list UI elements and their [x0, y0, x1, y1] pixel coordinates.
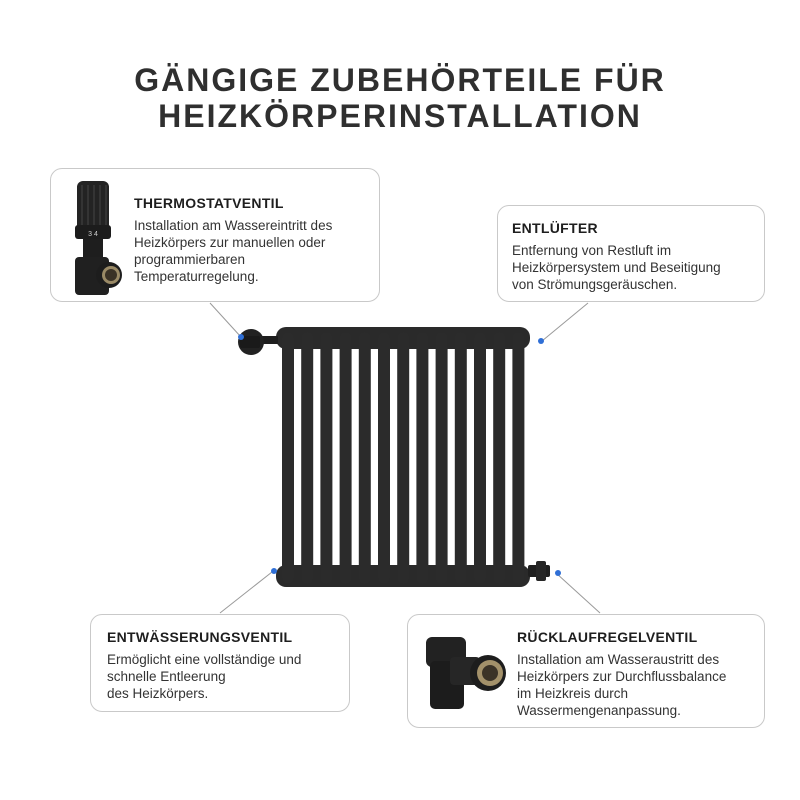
connector-line-drain	[220, 572, 272, 613]
drain-description	[107, 651, 301, 702]
drain-heading: ENTWÄSSERUNGSVENTIL	[107, 629, 293, 645]
vent-line: Entfernung von Restluft im	[512, 243, 672, 258]
drain-line: des Heizkörpers.	[107, 686, 209, 701]
drain-line: schnelle Entleerung	[107, 669, 226, 684]
vent-line: von Strömungsgeräuschen.	[512, 277, 678, 292]
thermostat-heading: THERMOSTATVENTIL	[134, 195, 284, 211]
title-line-2: HEIZKÖRPERINSTALLATION	[158, 98, 642, 134]
connector-line-vent	[542, 303, 588, 341]
svg-text:3 4: 3 4	[88, 231, 98, 238]
drain-line: Ermöglicht eine vollständige und	[107, 652, 302, 667]
connector-line-thermostat	[210, 303, 241, 337]
card-drain-valve	[90, 614, 350, 712]
return-description	[517, 651, 726, 719]
radiator-column	[301, 332, 313, 584]
radiator-column	[359, 332, 371, 584]
thermostat-description	[134, 217, 332, 285]
radiator-column	[455, 332, 467, 584]
radiator-column	[436, 332, 448, 584]
card-return-valve	[407, 614, 765, 728]
thermostat-line: Heizkörpers zur manuellen oder	[134, 235, 326, 250]
thermostat-line: Temperaturregelung.	[134, 269, 259, 284]
radiator-column	[512, 332, 524, 584]
vent-description	[512, 242, 721, 293]
dot-drain	[271, 568, 277, 574]
radiator-column	[416, 332, 428, 584]
radiator-column	[340, 332, 352, 584]
radiator-column	[493, 332, 505, 584]
title-line-1: GÄNGIGE ZUBEHÖRTEILE FÜR	[134, 62, 666, 98]
thermostat-line: programmierbaren	[134, 252, 246, 267]
thermostat-line: Installation am Wassereintritt des	[134, 218, 333, 233]
radiator-column	[378, 332, 390, 584]
return-line: Heizkörpers zur Durchflussbalance	[517, 669, 727, 684]
return-line: Installation am Wasseraustritt des	[517, 652, 720, 667]
return-line: im Heizkreis durch	[517, 686, 629, 701]
vent-heading: ENTLÜFTER	[512, 220, 598, 236]
thermostat-valve-icon	[65, 179, 125, 297]
radiator-column	[282, 332, 294, 584]
radiator-column	[397, 332, 409, 584]
return-valve-icon	[422, 631, 508, 713]
return-heading: RÜCKLAUFREGELVENTIL	[517, 629, 698, 645]
vent-line: Heizkörpersystem und Beseitigung	[512, 260, 721, 275]
dot-thermostat	[238, 334, 244, 340]
radiator-column	[474, 332, 486, 584]
radiator-image	[238, 327, 550, 587]
dot-vent	[538, 338, 544, 344]
dot-return	[555, 570, 561, 576]
connector-line-return	[556, 573, 600, 613]
return-line: Wassermengenanpassung.	[517, 703, 681, 718]
card-thermostat-valve	[50, 168, 380, 302]
card-air-vent	[497, 205, 765, 302]
radiator-column	[320, 332, 332, 584]
